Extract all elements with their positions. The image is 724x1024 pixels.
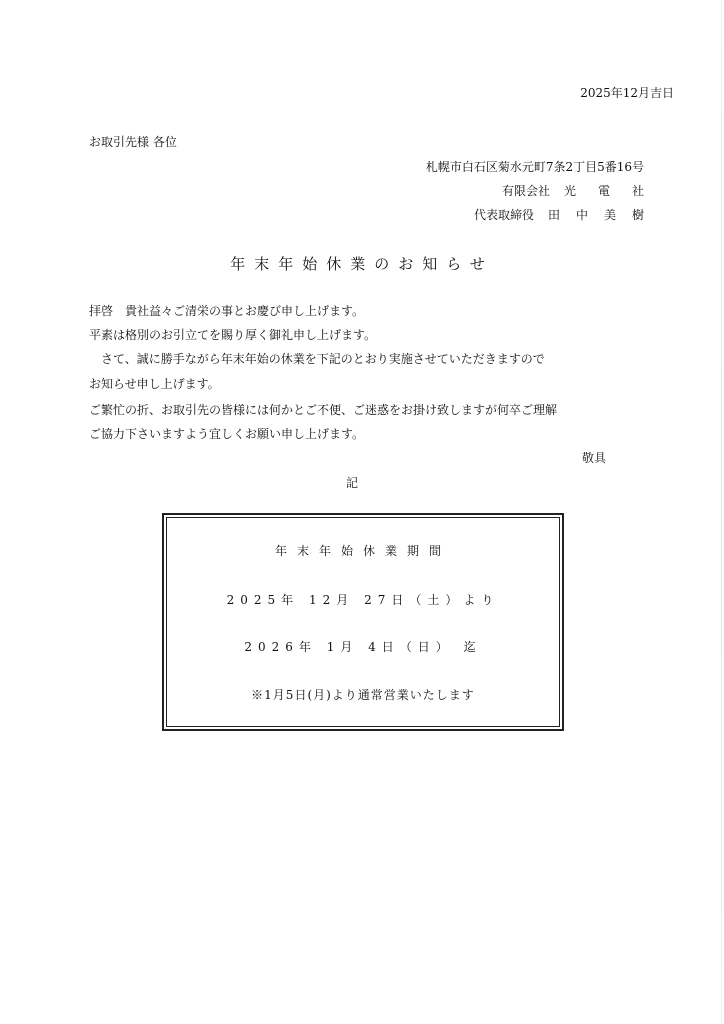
ki-marker: 記 xyxy=(346,476,359,490)
document-title: 年末年始休業のお知らせ xyxy=(230,255,494,273)
rep-name: 田中美樹 xyxy=(547,208,660,222)
sender-company xyxy=(501,182,666,199)
body-line: 拝啓 貴社益々ご清栄の事とお慶び申し上げます。 xyxy=(89,304,365,318)
body-line: お知らせ申し上げます。 xyxy=(89,377,220,391)
notice-box-note: ※1月5日(月)より通常営業いたします xyxy=(251,688,475,702)
sender-address: 札幌市白石区菊水元町7条2丁目5番16号 xyxy=(425,160,644,174)
closing-salutation: 敬具 xyxy=(581,451,606,465)
company-name: 光電社 xyxy=(563,184,666,198)
notice-box-end-date: 2026年 1月 4日（日） 迄 xyxy=(244,640,482,654)
body-line: さて、誠に勝手ながら年末年始の休業を下記のとおり実施させていただきますので xyxy=(89,352,545,366)
company-type: 有限会社 xyxy=(501,184,550,198)
body-line: ご協力下さいますよう宜しくお願い申し上げます。 xyxy=(89,427,365,441)
rep-title: 代表取締役 xyxy=(473,208,534,222)
sender-representative xyxy=(473,206,660,223)
notice-box-start-date: 2025年 12月 27日（土）より xyxy=(226,593,500,607)
body-line: 平素は格別のお引立てを賜り厚く御礼申し上げます。 xyxy=(89,328,377,342)
scan-edge xyxy=(721,0,722,1024)
recipient: お取引先様 各位 xyxy=(89,135,177,149)
notice-box-heading: 年末年始休業期間 xyxy=(274,544,451,558)
body-line: ご繁忙の折、お取引先の皆様には何かとご不便、ご迷惑をお掛け致しますが何卒ご理解 xyxy=(89,403,558,417)
issue-date: 2025年12月吉日 xyxy=(580,86,674,100)
